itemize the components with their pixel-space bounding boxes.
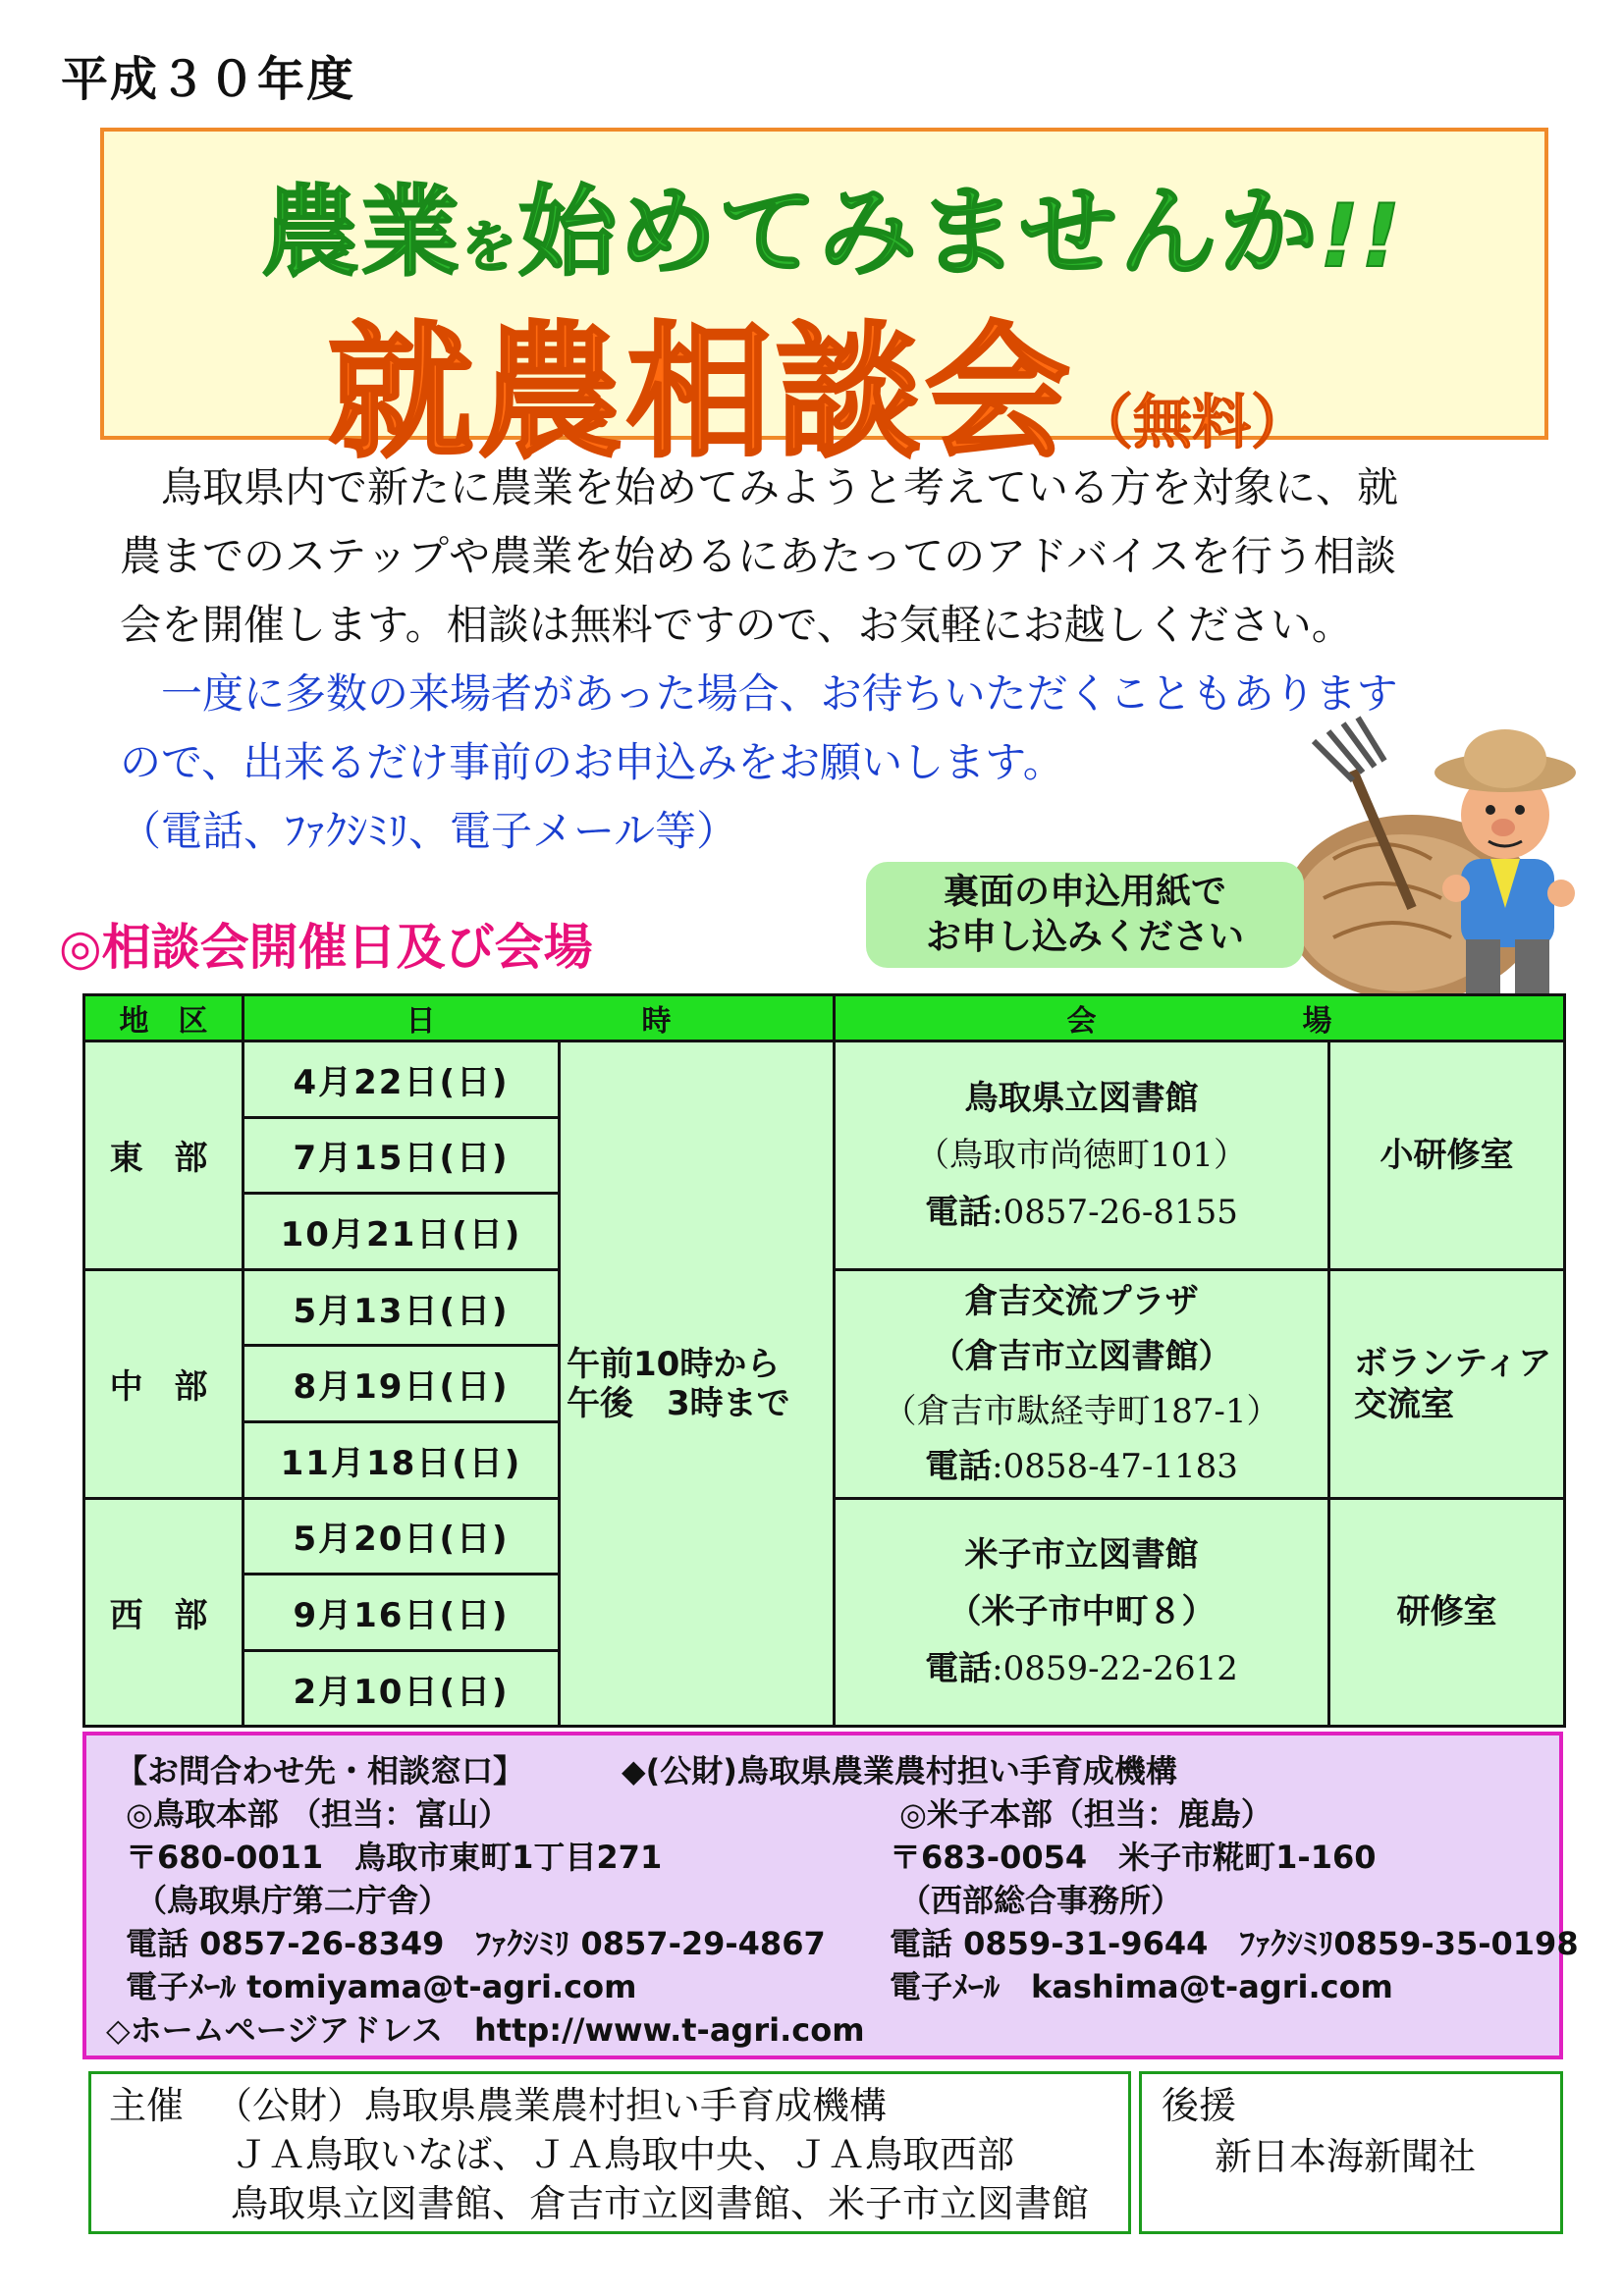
supporter-label: 後援: [1162, 2084, 1237, 2127]
section-title: ◎相談会開催日及び会場: [59, 919, 593, 976]
title-banner: [100, 128, 1548, 477]
intro-notice-line: （電話、ﾌｧｸｼﾐﾘ、電子メール等）: [120, 807, 738, 855]
tottori-office-name: ◎鳥取本部 （担当：富山）: [126, 1795, 511, 1833]
date-cell: 5月20日(日): [243, 1498, 560, 1575]
yonago-office-building: （西部総合事務所）: [899, 1882, 1183, 1919]
venue-name: 倉吉交流プラザ: [964, 1281, 1199, 1321]
venue-phone-label: 電話: [925, 1446, 993, 1486]
venue-phone: :0858-47-1183: [992, 1446, 1238, 1486]
yonago-office-address: 〒683-0054 米子市糀町1-160: [890, 1839, 1377, 1876]
headline-particle: を: [461, 216, 518, 280]
room-name-line: 交流室: [1354, 1384, 1454, 1424]
schedule-table: [82, 993, 1566, 1728]
table-row: [84, 1041, 1565, 1118]
farmer-illustration: [1294, 712, 1598, 1006]
supporter-box: [1139, 2071, 1563, 2234]
apply-notice-line: 裏面の申込用紙で: [943, 872, 1226, 912]
venue-central: [835, 1269, 1329, 1498]
yonago-office-phone: 電話 0859-31-9644 ﾌｧｸｼﾐﾘ0859-35-0198: [890, 1925, 1579, 1962]
venue-phone-label: 電話: [925, 1192, 993, 1232]
headline-part-a: 農業: [261, 175, 461, 290]
organizer-line: ＪＡ鳥取いなば、ＪＡ鳥取中央、ＪＡ鳥取西部: [231, 2133, 1015, 2176]
header-date: 日 時: [243, 995, 835, 1041]
date-cell: 2月10日(日): [243, 1650, 560, 1727]
date-cell: 5月13日(日): [243, 1269, 560, 1346]
time-cell: [560, 1041, 835, 1727]
organizer-line: （公財）鳥取県農業農村担い手育成機構: [215, 2084, 888, 2127]
yonago-office-name: ◎米子本部（担当：鹿島）: [899, 1795, 1272, 1833]
pitchfork-tines: [1314, 718, 1384, 780]
contact-box: [82, 1732, 1579, 2059]
venue-address: （米子市中町８）: [947, 1592, 1216, 1632]
organizer-box: [88, 2071, 1131, 2234]
free-note: （無料）: [1074, 389, 1310, 457]
headline-exclamation: !!: [1320, 186, 1403, 287]
date-cell: 11月18日(日): [243, 1421, 560, 1498]
venue-phone-label: 電話: [925, 1649, 993, 1689]
room-name-line: ボランティア: [1354, 1343, 1552, 1383]
yonago-office-email[interactable]: 電子ﾒｰﾙ kashima@t-agri.com: [890, 1968, 1393, 2005]
venue-phone: :0859-22-2612: [992, 1649, 1238, 1689]
date-cell: 7月15日(日): [243, 1117, 560, 1194]
contact-organization: ◆(公財)鳥取県農業農村担い手育成機構: [622, 1752, 1177, 1789]
contact-heading: 【お問合わせ先・相談窓口】: [116, 1752, 525, 1789]
venue-name: 鳥取県立図書館: [964, 1078, 1199, 1118]
intro-line: 鳥取県内で新たに農業を始めてみようと考えている方を対象に、就: [120, 463, 1399, 511]
tottori-office-building: （鳥取県庁第二庁舎）: [135, 1882, 451, 1919]
intro-line: 農までのステップや農業を始めるにあたってのアドバイスを行う相談: [120, 532, 1396, 580]
date-cell: 10月21日(日): [243, 1194, 560, 1270]
tottori-office-email[interactable]: 電子ﾒｰﾙ tomiyama@t-agri.com: [126, 1968, 637, 2005]
venue-west: [835, 1498, 1329, 1727]
room-east: 小研修室: [1329, 1041, 1565, 1270]
tottori-office-address: 〒680-0011 鳥取市東町1丁目271: [126, 1839, 663, 1876]
apply-notice-bubble: [866, 862, 1304, 968]
table-header-row: [84, 995, 1565, 1041]
date-cell: 9月16日(日): [243, 1575, 560, 1651]
room-west: 研修室: [1329, 1498, 1565, 1727]
venue-phone: :0857-26-8155: [992, 1192, 1238, 1232]
headline-part-b: 始めてみませんか: [518, 175, 1320, 290]
supporter-name: 新日本海新聞社: [1215, 2135, 1477, 2178]
area-central: 中 部: [84, 1269, 243, 1498]
date-cell: 8月19日(日): [243, 1346, 560, 1422]
intro-notice-line: ので、出来るだけ事前のお申込みをお願いします。: [120, 738, 1064, 786]
header-venue: 会 場: [835, 995, 1565, 1041]
venue-subname: （倉吉市立図書館）: [931, 1336, 1232, 1376]
time-end: 午後 3時まで: [567, 1383, 790, 1423]
organizer-line: 鳥取県立図書館、倉吉市立図書館、米子市立図書館: [231, 2182, 1090, 2225]
header-area: 地 区: [84, 995, 243, 1041]
apply-notice-line: お申し込みください: [925, 917, 1244, 957]
fiscal-year: 平成３０年度: [61, 52, 356, 107]
intro-line: 会を開催します。相談は無料ですので、お気軽にお越しください。: [120, 601, 1353, 649]
time-start: 午前10時から: [567, 1344, 781, 1384]
headline: [261, 153, 1402, 294]
organizer-label: 主催: [109, 2084, 185, 2127]
area-west: 西 部: [84, 1498, 243, 1727]
straw-hat-crown: [1464, 729, 1546, 788]
venue-east: [835, 1041, 1329, 1270]
event-name: 就農相談会: [328, 308, 1074, 477]
venue-address: （倉吉市駄経寺町187-1）: [883, 1391, 1280, 1431]
venue-address: （鳥取市尚徳町101）: [916, 1135, 1247, 1175]
room-central: [1329, 1269, 1565, 1498]
tottori-office-phone: 電話 0857-26-8349 ﾌｧｸｼﾐﾘ 0857-29-4867: [126, 1925, 826, 1962]
area-east: 東 部: [84, 1041, 243, 1270]
venue-name: 米子市立図書館: [964, 1535, 1199, 1575]
homepage-address[interactable]: ◇ホームページアドレス http://www.t-agri.com: [106, 2011, 865, 2049]
date-cell: 4月22日(日): [243, 1041, 560, 1118]
intro-notice-line: 一度に多数の来場者があった場合、お待ちいただくこともあります: [120, 669, 1398, 718]
